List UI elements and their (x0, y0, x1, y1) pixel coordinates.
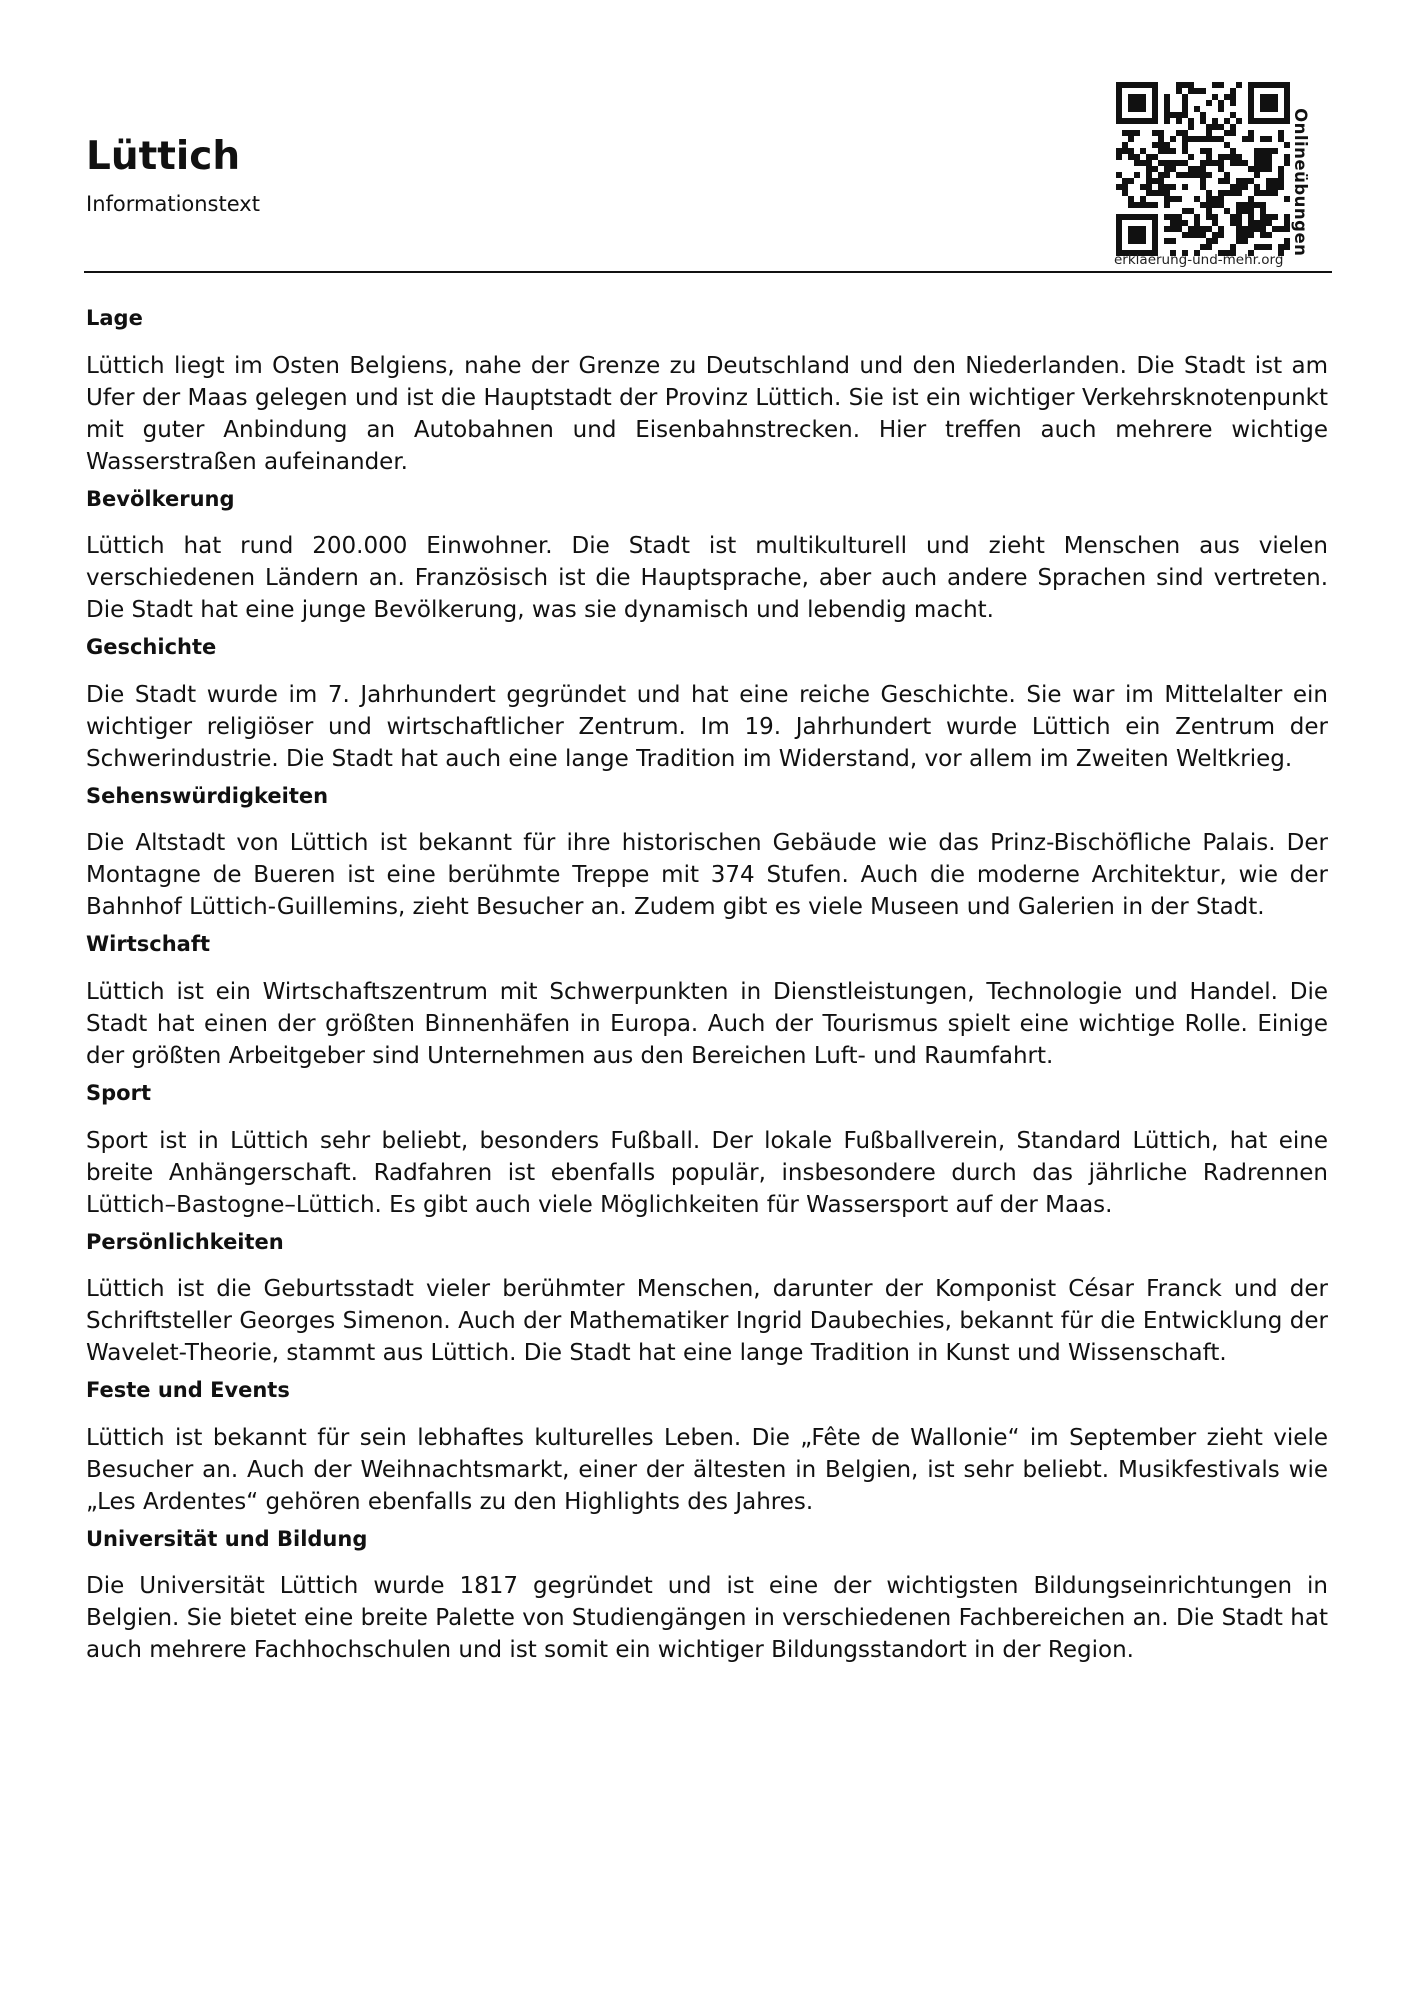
section-persoenlichkeiten (86, 1230, 1328, 1370)
section-paragraph: Die Altstadt von Lüttich ist bekannt für ihre historischen Gebäude wie das Prinz-Bischöfliche Palais. Der Montagne de Bueren ist eine berühmte Treppe mit 374 Stufen. Auch die moderne Architektur, wie der Bahnhof Lüttich-Guillemins, zieht Besucher an. Zudem gibt es viele Museen und Galerien in der Stadt. (86, 830, 1328, 921)
section-sport (86, 1081, 1328, 1221)
section-heading: Universität und Bildung (86, 1526, 368, 1551)
section-paragraph: Die Universität Lüttich wurde 1817 gegründet und ist eine der wichtigsten Bildungseinrichtungen in Belgien. Sie bietet eine breite Palette von Studiengängen in verschiedenen Fachbereichen an. Die Stadt hat auch mehrere Fachhochschulen und ist somit ein wichtiger Bildungsstandort in der Region. (86, 1573, 1328, 1664)
page-subtitle: Informationstext (86, 192, 260, 216)
section-heading: Wirtschaft (86, 932, 211, 957)
section-heading: Sport (86, 1081, 151, 1106)
section-paragraph: Lüttich hat rund 200.000 Einwohner. Die Stadt ist multikulturell und zieht Menschen aus vielen verschiedenen Ländern an. Französisch ist die Hauptsprache, aber auch andere Sprachen sind vertreten. Die Stadt hat eine junge Bevölkerung, was sie dynamisch und lebendig macht. (86, 533, 1328, 624)
section-paragraph: Lüttich liegt im Osten Belgiens, nahe der Grenze zu Deutschland und den Niederlanden. Die Stadt ist am Ufer der Maas gelegen und ist die Hauptstadt der Provinz Lüttich. Sie ist ein wichtiger Verkehrsknotenpunkt mit guter Anbindung an Autobahnen und Eisenbahnstrecken. Hier treffen auch mehrere wichtige Wasserstraßen aufeinander. (86, 352, 1328, 475)
qr-code-icon[interactable] (1116, 82, 1290, 256)
section-sehenswuerdigkeiten (86, 784, 1328, 924)
section-heading: Bevölkerung (86, 486, 235, 511)
section-heading: Persönlichkeiten (86, 1229, 284, 1254)
qr-side-label: Onlineübungen (1290, 108, 1310, 257)
section-geschichte (86, 635, 1328, 775)
section-paragraph: Sport ist in Lüttich sehr beliebt, besonders Fußball. Der lokale Fußballverein, Standard Lüttich, hat eine breite Anhängerschaft. Radfahren ist ebenfalls populär, insbesondere durch das jährliche Radrennen Lüttich–Bastogne–Lüttich. Es gibt auch viele Möglichkeiten für Wassersport auf der Maas. (86, 1127, 1328, 1218)
section-paragraph: Lüttich ist ein Wirtschaftszentrum mit Schwerpunkten in Dienstleistungen, Technologie und Handel. Die Stadt hat einen der größten Binnenhäfen in Europa. Auch der Tourismus spielt eine wichtige Rolle. Einige der größten Arbeitgeber sind Unternehmen aus den Bereichen Luft- und Raumfahrt. (86, 979, 1328, 1070)
page-title: Lüttich (86, 134, 241, 179)
qr-caption: erklaerung-und-mehr.org (1114, 252, 1284, 268)
section-universitaet-und-bildung (86, 1527, 1328, 1667)
section-bevoelkerung (86, 487, 1328, 627)
header-divider (84, 271, 1332, 273)
section-paragraph: Lüttich ist bekannt für sein lebhaftes kulturelles Leben. Die „Fête de Wallonie“ im September zieht viele Besucher an. Auch der Weihnachtsmarkt, einer der ältesten in Belgien, ist sehr beliebt. Musikfestivals wie „Les Ardentes“ gehören ebenfalls zu den Highlights des Jahres. (86, 1424, 1328, 1515)
section-feste-und-events (86, 1378, 1328, 1518)
section-heading: Geschichte (86, 635, 217, 660)
info-text-body (86, 306, 1328, 1675)
section-paragraph: Lüttich ist die Geburtsstadt vieler berühmter Menschen, darunter der Komponist César Franck und der Schriftsteller Georges Simenon. Auch der Mathematiker Ingrid Daubechies, bekannt für die Entwicklung der Wavelet-Theorie, stammt aus Lüttich. Die Stadt hat eine lange Tradition in Kunst und Wissenschaft. (86, 1276, 1328, 1367)
section-paragraph: Die Stadt wurde im 7. Jahrhundert gegründet und hat eine reiche Geschichte. Sie war im Mittelalter ein wichtiger religiöser und wirtschaftlicher Zentrum. Im 19. Jahrhundert wurde Lüttich ein Zentrum der Schwerindustrie. Die Stadt hat auch eine lange Tradition im Widerstand, vor allem im Zweiten Weltkrieg. (86, 681, 1328, 772)
section-lage (86, 306, 1328, 478)
section-heading: Sehenswürdigkeiten (86, 783, 329, 808)
section-heading: Lage (86, 306, 143, 330)
section-wirtschaft (86, 932, 1328, 1072)
qr-code-block[interactable] (1116, 82, 1336, 272)
section-heading: Feste und Events (86, 1378, 290, 1403)
